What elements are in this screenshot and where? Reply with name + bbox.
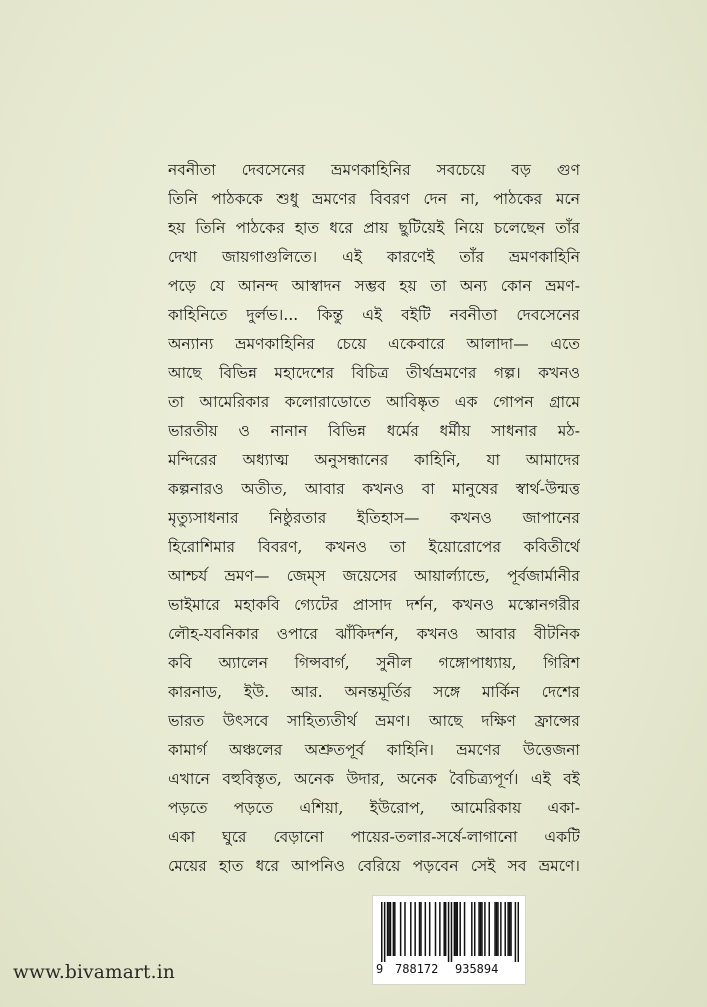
barcode-bar bbox=[435, 902, 437, 956]
barcode-bar bbox=[494, 902, 496, 956]
blurb-line: তিনি পাঠককে শুধু ভ্রমণের বিবরণ দেন না, পাঠকের মনে bbox=[168, 190, 580, 208]
barcode-bar bbox=[445, 902, 447, 956]
barcode-bar bbox=[394, 902, 396, 956]
watermark-url: www.bivamart.in bbox=[13, 962, 175, 983]
blurb-line: মেয়ের হাত ধরে আপনিও বেরিয়ে পড়বেন সেই সব ভ্রমণে। bbox=[168, 857, 580, 875]
barcode-bar bbox=[515, 902, 517, 962]
blurb-line: পড়ে যে আনন্দ আস্বাদন সম্ভব হয় তা অন্য কোন ভ্রমণ- bbox=[168, 277, 580, 295]
barcode-bar bbox=[381, 902, 383, 962]
barcode-bar bbox=[518, 902, 519, 962]
barcode-bar bbox=[471, 902, 473, 956]
barcode-bar bbox=[480, 902, 482, 956]
barcode-bar bbox=[388, 902, 390, 956]
barcode-bar bbox=[474, 902, 476, 956]
barcode-bar bbox=[454, 902, 456, 956]
barcode-bar bbox=[404, 902, 406, 956]
barcode-bar bbox=[500, 902, 502, 956]
barcode-lead-digit: 9 bbox=[376, 962, 384, 976]
blurb-line: কামার্গ অঞ্চলের অশ্রুতপূর্ব কাহিনি। ভ্রমণের উত্তেজনা bbox=[168, 741, 580, 759]
blurb-line: দেখা জায়গাগুলিতে। এই কারণেই তাঁর ভ্রমণকাহিনি bbox=[168, 248, 580, 266]
barcode-bar bbox=[510, 902, 512, 956]
barcode-bar bbox=[419, 902, 421, 956]
barcode-bar bbox=[507, 902, 509, 956]
back-cover-blurb bbox=[168, 156, 580, 881]
barcode-bar bbox=[496, 902, 498, 956]
barcode-bar bbox=[457, 902, 459, 956]
barcode-bar bbox=[390, 902, 392, 956]
barcode-bar bbox=[414, 902, 416, 956]
barcode-bar bbox=[478, 902, 480, 956]
blurb-line: ভাইমারে মহাকবি গ্যেটের প্রাসাদ দর্শন, কখনও মস্কোনগরীর bbox=[168, 596, 580, 614]
blurb-line: কল্পনারও অতীত, আবার কখনও বা মানুষের স্বার্থ-উন্মত্ত bbox=[168, 480, 580, 498]
barcode-bar bbox=[488, 902, 490, 956]
blurb-line: মন্দিরের অধ্যাত্ম অনুসন্ধানের কাহিনি, যা আমাদের bbox=[168, 451, 580, 469]
barcode-bar bbox=[455, 902, 457, 956]
blurb-line: অন্যান্য ভ্রমণকাহিনির চেয়ে একেবারে আলাদা— এতে bbox=[168, 335, 580, 353]
barcode-bar bbox=[451, 902, 453, 962]
barcode-bar bbox=[443, 902, 445, 956]
blurb-line: নবনীতা দেবসেনের ভ্রমণকাহিনির সবচেয়ে বড় গুণ bbox=[168, 161, 580, 179]
blurb-line: পড়তে পড়তে এশিয়া, ইউরোপ, আমেরিকায় একা- bbox=[168, 799, 580, 817]
barcode-right-digits: 935894 bbox=[455, 962, 499, 976]
barcode-bar bbox=[425, 902, 427, 956]
barcode-bar bbox=[429, 902, 431, 956]
barcode-bar bbox=[439, 902, 441, 956]
barcode-bar bbox=[504, 902, 506, 956]
barcode-bar bbox=[448, 902, 450, 962]
barcode-number bbox=[373, 958, 525, 980]
blurb-line: কবি অ্যালেন গিন্সবার্গ, সুনীল গঙ্গোপাধ্যায়, গিরিশ bbox=[168, 654, 580, 672]
blurb-line: আশ্চর্য ভ্রমণ— জেম্স জয়েসের আয়ার্ল্যান্ডে, পূর্বজার্মানীর bbox=[168, 567, 580, 585]
barcode-bar bbox=[464, 902, 466, 956]
blurb-line: এখানে বহুবিস্তৃত, অনেক উদার, অনেক বৈচিত্র্যপূর্ণ। এই বই bbox=[168, 770, 580, 788]
barcode-bar bbox=[384, 902, 386, 962]
barcode-bars-icon bbox=[381, 902, 519, 962]
blurb-line: হিরোশিমার বিবরণ, কখনও তা ইয়োরোপের কবিতীর্থে bbox=[168, 538, 580, 556]
barcode-bar bbox=[393, 902, 395, 956]
barcode-bar bbox=[410, 902, 412, 956]
blurb-line: আছে বিভিন্ন মহাদেশের বিচিত্র তীর্থভ্রমণের গল্প। কখনও bbox=[168, 364, 580, 382]
barcode-bar bbox=[484, 902, 486, 956]
barcode-bar bbox=[509, 902, 511, 956]
blurb-line: লৌহ-যবনিকার ওপারে ঝাঁকিদর্শন, কখনও আবার বীটনিক bbox=[168, 625, 580, 643]
barcode-bar bbox=[497, 902, 499, 956]
barcode-bar bbox=[400, 902, 402, 956]
blurb-line: মৃত্যুসাধনার নিষ্ঠুরতার ইতিহাস— কখনও জাপানের bbox=[168, 509, 580, 527]
isbn-barcode bbox=[372, 895, 526, 985]
blurb-line: ভারতীয় ও নানান বিভিন্ন ধর্মের ধর্মীয় সাধনার মঠ- bbox=[168, 422, 580, 440]
blurb-line: ভারত উৎসবে সাহিত্যতীর্থ ভ্রমণ। আছে দক্ষিণ ফ্রান্সের bbox=[168, 712, 580, 730]
blurb-line: কারনাড, ইউ. আর. অনন্তমূর্তির সঙ্গে মার্কিন দেশের bbox=[168, 683, 580, 701]
blurb-line: তা আমেরিকার কলোরাডোতে আবিষ্কৃত এক গোপন গ্রামে bbox=[168, 393, 580, 411]
barcode-bar bbox=[459, 902, 461, 956]
barcode-left-digits: 788172 bbox=[395, 962, 439, 976]
blurb-line: হয় তিনি পাঠকের হাত ধরে প্রায় ছুটিয়েই নিয়ে চলেছেন তাঁর bbox=[168, 219, 580, 237]
blurb-line: কাহিনিতে দুর্লভ।... কিন্তু এই বইটি নবনীতা দেবসেনের bbox=[168, 306, 580, 324]
blurb-line: একা ঘুরে বেড়ানো পায়ের-তলার-সর্ষে-লাগানো একটি bbox=[168, 828, 580, 846]
barcode-bar bbox=[481, 902, 483, 956]
barcode-bar bbox=[387, 902, 389, 956]
barcode-bar bbox=[420, 902, 422, 956]
